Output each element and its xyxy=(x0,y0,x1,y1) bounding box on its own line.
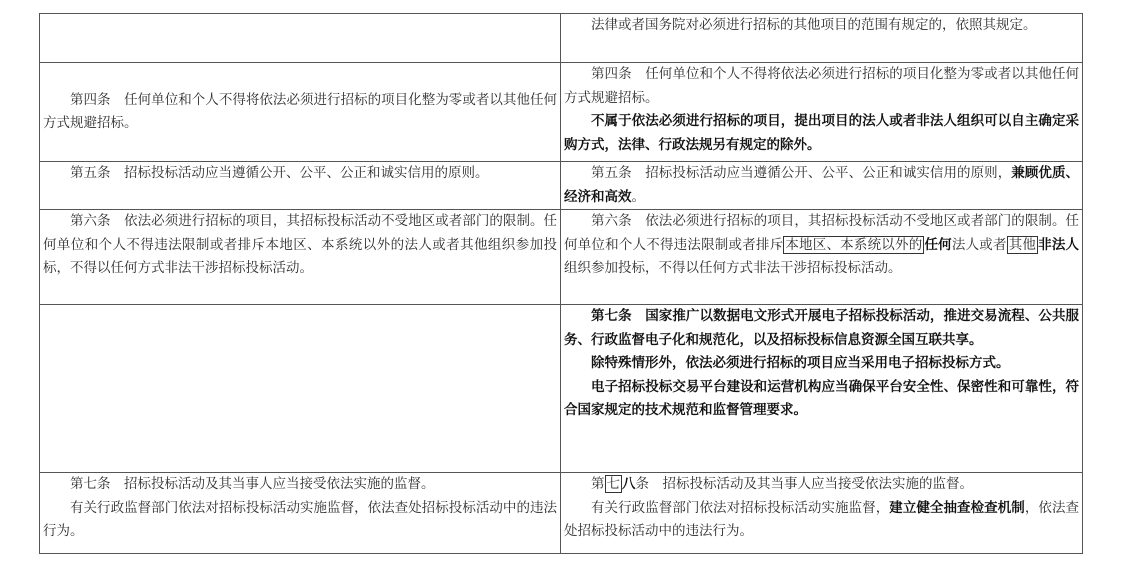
added-text: 兼顾优质、经济和高效 xyxy=(564,165,1080,205)
added-text: 建立健全抽查检查机制 xyxy=(889,499,1025,516)
revised-text-cell xyxy=(561,210,1083,305)
text-segment: 第四条 任何单位和个人不得将依法必须进行招标的项目化整为零或者以其他任何方式规避招标。 xyxy=(564,66,1079,106)
article-paragraph xyxy=(564,376,1079,423)
article-paragraph xyxy=(564,210,1079,281)
revised-text-cell xyxy=(561,162,1083,210)
revised-text-cell xyxy=(561,305,1083,473)
article-paragraph xyxy=(43,162,557,186)
original-text-cell xyxy=(40,210,561,305)
comparison-table-body xyxy=(40,14,1083,554)
text-segment: 有关行政监督部门依法对招标投标活动实施监督， xyxy=(591,499,890,516)
table-row xyxy=(40,473,1083,554)
original-text-cell xyxy=(40,473,561,554)
article-paragraph xyxy=(43,473,557,497)
text-segment: 有关行政监督部门依法对招标投标活动实施监督，依法查处招标投标活动中的违法行为。 xyxy=(43,499,557,539)
article-paragraph xyxy=(43,497,557,544)
table-row xyxy=(40,305,1083,473)
revised-text-cell xyxy=(561,63,1083,162)
text-segment: 第 xyxy=(591,476,605,492)
original-text-cell xyxy=(40,14,561,63)
text-segment: 法律或者国务院对必须进行招标的其他项目的范围有规定的，依照其规定。 xyxy=(591,17,1037,33)
comparison-table xyxy=(39,13,1083,554)
original-text-cell xyxy=(40,305,561,473)
revised-text-cell xyxy=(561,14,1083,63)
added-text: 任何 xyxy=(924,236,952,253)
revised-text-cell xyxy=(561,473,1083,554)
added-text: 非法人 xyxy=(1038,236,1080,253)
text-segment: ，依法查处招标投标活动中的违法行为。 xyxy=(564,499,1080,539)
article-paragraph xyxy=(564,162,1079,209)
text-segment: 。 xyxy=(631,188,645,205)
article-paragraph xyxy=(564,352,1079,376)
article-paragraph xyxy=(564,14,1079,38)
text-segment: 第五条 招标投标活动应当遵循公开、公平、公正和诚实信用的原则。 xyxy=(70,165,489,181)
article-paragraph xyxy=(564,473,1079,497)
original-text-cell xyxy=(40,63,561,162)
marked-deletion: 本地区、本系统以外的 xyxy=(785,236,923,253)
added-text: 不属于依法必须进行招标的项目，提出项目的法人或者非法人组织可以自主确定采购方式，法律、行政法规另有规定的除外。 xyxy=(564,113,1079,153)
text-segment: 第四条 任何单位和个人不得将依法必须进行招标的项目化整为零或者以其他任何方式规避招标。 xyxy=(43,91,557,131)
table-row xyxy=(40,63,1083,162)
table-row xyxy=(40,162,1083,210)
article-paragraph xyxy=(43,89,557,136)
text-segment: 第六条 依法必须进行招标的项目，其招标投标活动不受地区或者部门的限制。任何单位和个人不得违法限制或者排斥 xyxy=(564,213,1079,253)
table-row xyxy=(40,14,1083,63)
added-text: 第七条 国家推广以数据电文形式开展电子招标投标活动，推进交易流程、公共服务、行政监督电子化和规范化，以及招标投标信息资源全国互联共享。 xyxy=(564,308,1079,348)
marked-deletion: 其他 xyxy=(1008,236,1037,253)
original-text-cell xyxy=(40,162,561,210)
text-segment: 第五条 招标投标活动应当遵循公开、公平、公正和诚实信用的原则， xyxy=(591,165,1012,181)
article-paragraph xyxy=(43,210,557,281)
added-text: 除特殊情形外，依法必须进行招标的项目应当采用电子招标投标方式。 xyxy=(591,355,1010,371)
added-text: 八 xyxy=(622,476,636,492)
text-segment: 第六条 依法必须进行招标的项目，其招标投标活动不受地区或者部门的限制。任何单位和个人不得违法限制或者排斥本地区、本系统以外的法人或者其他组织参加投标，不得以任何方式非法干涉招标投标活动。 xyxy=(43,213,557,276)
article-paragraph xyxy=(564,497,1079,544)
text-segment: 组织参加投标，不得以任何方式非法干涉招标投标活动。 xyxy=(564,260,902,276)
article-paragraph xyxy=(564,305,1079,352)
marked-deletion: 七 xyxy=(606,476,620,492)
table-row xyxy=(40,210,1083,305)
text-segment: 第七条 招标投标活动及其当事人应当接受依法实施的监督。 xyxy=(70,476,435,492)
article-paragraph xyxy=(564,63,1079,110)
added-text: 电子招标投标交易平台建设和运营机构应当确保平台安全性、保密性和可靠性，符合国家规定的技术规范和监督管理要求。 xyxy=(564,378,1079,418)
text-segment: 法人或者 xyxy=(951,236,1007,253)
text-segment: 条 招标投标活动及其当事人应当接受依法实施的监督。 xyxy=(635,476,973,492)
article-paragraph xyxy=(564,110,1079,157)
